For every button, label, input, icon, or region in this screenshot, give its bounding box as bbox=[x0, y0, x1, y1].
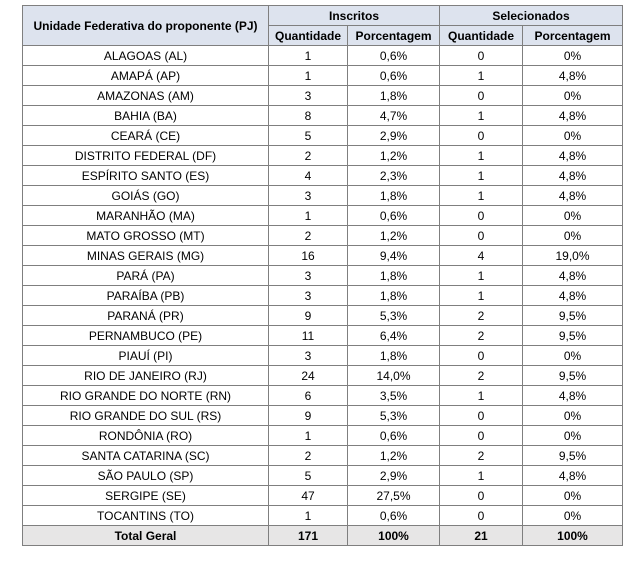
cell-inscritos-quantidade: 9 bbox=[269, 406, 348, 426]
cell-inscritos-porcentagem: 1,8% bbox=[348, 186, 440, 206]
table-row bbox=[23, 486, 623, 506]
cell-selecionados-porcentagem: 4,8% bbox=[523, 466, 623, 486]
cell-selecionados-porcentagem: 0% bbox=[523, 406, 623, 426]
cell-inscritos-quantidade: 6 bbox=[269, 386, 348, 406]
cell-selecionados-quantidade: 0 bbox=[440, 346, 523, 366]
table-row bbox=[23, 346, 623, 366]
table-row bbox=[23, 46, 623, 66]
cell-selecionados-porcentagem: 0% bbox=[523, 346, 623, 366]
cell-uf: RIO DE JANEIRO (RJ) bbox=[23, 366, 269, 386]
cell-uf: ESPÍRITO SANTO (ES) bbox=[23, 166, 269, 186]
cell-inscritos-quantidade: 9 bbox=[269, 306, 348, 326]
cell-inscritos-porcentagem: 0,6% bbox=[348, 506, 440, 526]
cell-uf: TOCANTINS (TO) bbox=[23, 506, 269, 526]
table-row bbox=[23, 226, 623, 246]
cell-uf: RIO GRANDE DO SUL (RS) bbox=[23, 406, 269, 426]
table-row bbox=[23, 186, 623, 206]
cell-inscritos-quantidade: 3 bbox=[269, 286, 348, 306]
cell-inscritos-quantidade: 1 bbox=[269, 46, 348, 66]
total-selecionados-quantidade: 21 bbox=[440, 526, 523, 546]
cell-inscritos-porcentagem: 1,8% bbox=[348, 346, 440, 366]
cell-inscritos-quantidade: 4 bbox=[269, 166, 348, 186]
cell-selecionados-quantidade: 0 bbox=[440, 126, 523, 146]
cell-uf: AMAZONAS (AM) bbox=[23, 86, 269, 106]
cell-inscritos-quantidade: 3 bbox=[269, 266, 348, 286]
cell-selecionados-quantidade: 1 bbox=[440, 186, 523, 206]
cell-inscritos-quantidade: 2 bbox=[269, 226, 348, 246]
cell-inscritos-porcentagem: 9,4% bbox=[348, 246, 440, 266]
cell-selecionados-porcentagem: 0% bbox=[523, 206, 623, 226]
cell-inscritos-porcentagem: 2,9% bbox=[348, 126, 440, 146]
cell-selecionados-porcentagem: 4,8% bbox=[523, 266, 623, 286]
cell-uf: RIO GRANDE DO NORTE (RN) bbox=[23, 386, 269, 406]
cell-selecionados-porcentagem: 4,8% bbox=[523, 186, 623, 206]
cell-selecionados-quantidade: 0 bbox=[440, 206, 523, 226]
cell-inscritos-quantidade: 8 bbox=[269, 106, 348, 126]
total-inscritos-quantidade: 171 bbox=[269, 526, 348, 546]
cell-selecionados-quantidade: 0 bbox=[440, 46, 523, 66]
cell-inscritos-porcentagem: 2,3% bbox=[348, 166, 440, 186]
table-row bbox=[23, 386, 623, 406]
table-row bbox=[23, 466, 623, 486]
cell-inscritos-quantidade: 11 bbox=[269, 326, 348, 346]
total-inscritos-porcentagem: 100% bbox=[348, 526, 440, 546]
cell-inscritos-quantidade: 5 bbox=[269, 126, 348, 146]
cell-inscritos-porcentagem: 3,5% bbox=[348, 386, 440, 406]
table-row bbox=[23, 206, 623, 226]
cell-inscritos-porcentagem: 0,6% bbox=[348, 66, 440, 86]
table-body bbox=[23, 46, 623, 526]
cell-selecionados-quantidade: 1 bbox=[440, 66, 523, 86]
cell-inscritos-porcentagem: 0,6% bbox=[348, 426, 440, 446]
cell-inscritos-quantidade: 2 bbox=[269, 446, 348, 466]
cell-inscritos-porcentagem: 2,9% bbox=[348, 466, 440, 486]
cell-uf: PARAÍBA (PB) bbox=[23, 286, 269, 306]
cell-selecionados-porcentagem: 4,8% bbox=[523, 286, 623, 306]
cell-inscritos-porcentagem: 1,2% bbox=[348, 146, 440, 166]
cell-selecionados-porcentagem: 0% bbox=[523, 226, 623, 246]
cell-selecionados-porcentagem: 0% bbox=[523, 486, 623, 506]
cell-uf: MARANHÃO (MA) bbox=[23, 206, 269, 226]
table-header bbox=[23, 6, 623, 46]
table-row bbox=[23, 266, 623, 286]
cell-selecionados-porcentagem: 0% bbox=[523, 126, 623, 146]
cell-uf: GOIÁS (GO) bbox=[23, 186, 269, 206]
cell-inscritos-quantidade: 1 bbox=[269, 206, 348, 226]
cell-selecionados-porcentagem: 4,8% bbox=[523, 166, 623, 186]
cell-inscritos-quantidade: 24 bbox=[269, 366, 348, 386]
cell-selecionados-quantidade: 1 bbox=[440, 286, 523, 306]
table-row bbox=[23, 106, 623, 126]
cell-selecionados-porcentagem: 4,8% bbox=[523, 106, 623, 126]
cell-inscritos-porcentagem: 14,0% bbox=[348, 366, 440, 386]
cell-uf: ALAGOAS (AL) bbox=[23, 46, 269, 66]
table-row bbox=[23, 426, 623, 446]
cell-selecionados-porcentagem: 9,5% bbox=[523, 306, 623, 326]
cell-selecionados-quantidade: 0 bbox=[440, 486, 523, 506]
cell-selecionados-quantidade: 2 bbox=[440, 446, 523, 466]
cell-inscritos-quantidade: 3 bbox=[269, 186, 348, 206]
cell-selecionados-quantidade: 1 bbox=[440, 466, 523, 486]
cell-selecionados-quantidade: 2 bbox=[440, 366, 523, 386]
total-row bbox=[23, 526, 623, 546]
cell-inscritos-porcentagem: 4,7% bbox=[348, 106, 440, 126]
cell-inscritos-quantidade: 5 bbox=[269, 466, 348, 486]
cell-selecionados-quantidade: 1 bbox=[440, 386, 523, 406]
table-footer bbox=[23, 526, 623, 546]
cell-inscritos-porcentagem: 27,5% bbox=[348, 486, 440, 506]
cell-inscritos-porcentagem: 0,6% bbox=[348, 206, 440, 226]
cell-inscritos-quantidade: 1 bbox=[269, 426, 348, 446]
cell-uf: AMAPÁ (AP) bbox=[23, 66, 269, 86]
table-row bbox=[23, 366, 623, 386]
cell-selecionados-quantidade: 0 bbox=[440, 426, 523, 446]
cell-selecionados-quantidade: 4 bbox=[440, 246, 523, 266]
cell-inscritos-porcentagem: 5,3% bbox=[348, 306, 440, 326]
cell-uf: SERGIPE (SE) bbox=[23, 486, 269, 506]
cell-inscritos-porcentagem: 0,6% bbox=[348, 46, 440, 66]
cell-selecionados-quantidade: 0 bbox=[440, 226, 523, 246]
cell-inscritos-porcentagem: 1,8% bbox=[348, 266, 440, 286]
header-inscritos-quantidade: Quantidade bbox=[269, 26, 348, 46]
cell-selecionados-porcentagem: 4,8% bbox=[523, 66, 623, 86]
cell-selecionados-porcentagem: 0% bbox=[523, 426, 623, 446]
table-row bbox=[23, 406, 623, 426]
cell-inscritos-quantidade: 47 bbox=[269, 486, 348, 506]
table-row bbox=[23, 166, 623, 186]
cell-inscritos-quantidade: 3 bbox=[269, 86, 348, 106]
cell-selecionados-quantidade: 1 bbox=[440, 146, 523, 166]
total-label: Total Geral bbox=[23, 526, 269, 546]
header-inscritos-porcentagem: Porcentagem bbox=[348, 26, 440, 46]
table-row bbox=[23, 506, 623, 526]
cell-inscritos-quantidade: 16 bbox=[269, 246, 348, 266]
cell-selecionados-quantidade: 1 bbox=[440, 266, 523, 286]
cell-uf: CEARÁ (CE) bbox=[23, 126, 269, 146]
cell-inscritos-porcentagem: 5,3% bbox=[348, 406, 440, 426]
table-row bbox=[23, 446, 623, 466]
table-row bbox=[23, 286, 623, 306]
table-row bbox=[23, 326, 623, 346]
cell-selecionados-porcentagem: 9,5% bbox=[523, 446, 623, 466]
cell-selecionados-quantidade: 2 bbox=[440, 326, 523, 346]
cell-uf: SÃO PAULO (SP) bbox=[23, 466, 269, 486]
total-selecionados-porcentagem: 100% bbox=[523, 526, 623, 546]
header-group-inscritos: Inscritos bbox=[269, 6, 440, 26]
table-row bbox=[23, 126, 623, 146]
cell-inscritos-quantidade: 2 bbox=[269, 146, 348, 166]
cell-uf: DISTRITO FEDERAL (DF) bbox=[23, 146, 269, 166]
cell-uf: MINAS GERAIS (MG) bbox=[23, 246, 269, 266]
table-row bbox=[23, 306, 623, 326]
cell-inscritos-quantidade: 3 bbox=[269, 346, 348, 366]
header-selecionados-porcentagem: Porcentagem bbox=[523, 26, 623, 46]
cell-inscritos-quantidade: 1 bbox=[269, 506, 348, 526]
cell-uf: MATO GROSSO (MT) bbox=[23, 226, 269, 246]
cell-selecionados-quantidade: 1 bbox=[440, 106, 523, 126]
cell-inscritos-porcentagem: 1,2% bbox=[348, 226, 440, 246]
cell-uf: PARÁ (PA) bbox=[23, 266, 269, 286]
table-row bbox=[23, 246, 623, 266]
cell-selecionados-quantidade: 0 bbox=[440, 86, 523, 106]
cell-uf: PIAUÍ (PI) bbox=[23, 346, 269, 366]
cell-inscritos-porcentagem: 6,4% bbox=[348, 326, 440, 346]
cell-selecionados-quantidade: 1 bbox=[440, 166, 523, 186]
table-row bbox=[23, 146, 623, 166]
cell-inscritos-porcentagem: 1,2% bbox=[348, 446, 440, 466]
cell-selecionados-porcentagem: 4,8% bbox=[523, 386, 623, 406]
cell-uf: BAHIA (BA) bbox=[23, 106, 269, 126]
uf-table bbox=[22, 5, 623, 546]
cell-selecionados-porcentagem: 0% bbox=[523, 46, 623, 66]
table-row bbox=[23, 86, 623, 106]
cell-inscritos-quantidade: 1 bbox=[269, 66, 348, 86]
cell-selecionados-porcentagem: 0% bbox=[523, 86, 623, 106]
header-selecionados-quantidade: Quantidade bbox=[440, 26, 523, 46]
header-uf: Unidade Federativa do proponente (PJ) bbox=[23, 6, 269, 46]
cell-uf: RONDÔNIA (RO) bbox=[23, 426, 269, 446]
cell-selecionados-porcentagem: 4,8% bbox=[523, 146, 623, 166]
cell-selecionados-quantidade: 2 bbox=[440, 306, 523, 326]
cell-uf: PARANÁ (PR) bbox=[23, 306, 269, 326]
cell-selecionados-quantidade: 0 bbox=[440, 506, 523, 526]
cell-uf: SANTA CATARINA (SC) bbox=[23, 446, 269, 466]
cell-selecionados-porcentagem: 9,5% bbox=[523, 366, 623, 386]
header-group-selecionados: Selecionados bbox=[440, 6, 623, 26]
cell-selecionados-porcentagem: 0% bbox=[523, 506, 623, 526]
cell-uf: PERNAMBUCO (PE) bbox=[23, 326, 269, 346]
cell-selecionados-porcentagem: 9,5% bbox=[523, 326, 623, 346]
cell-selecionados-quantidade: 0 bbox=[440, 406, 523, 426]
cell-inscritos-porcentagem: 1,8% bbox=[348, 286, 440, 306]
table-row bbox=[23, 66, 623, 86]
cell-selecionados-porcentagem: 19,0% bbox=[523, 246, 623, 266]
cell-inscritos-porcentagem: 1,8% bbox=[348, 86, 440, 106]
